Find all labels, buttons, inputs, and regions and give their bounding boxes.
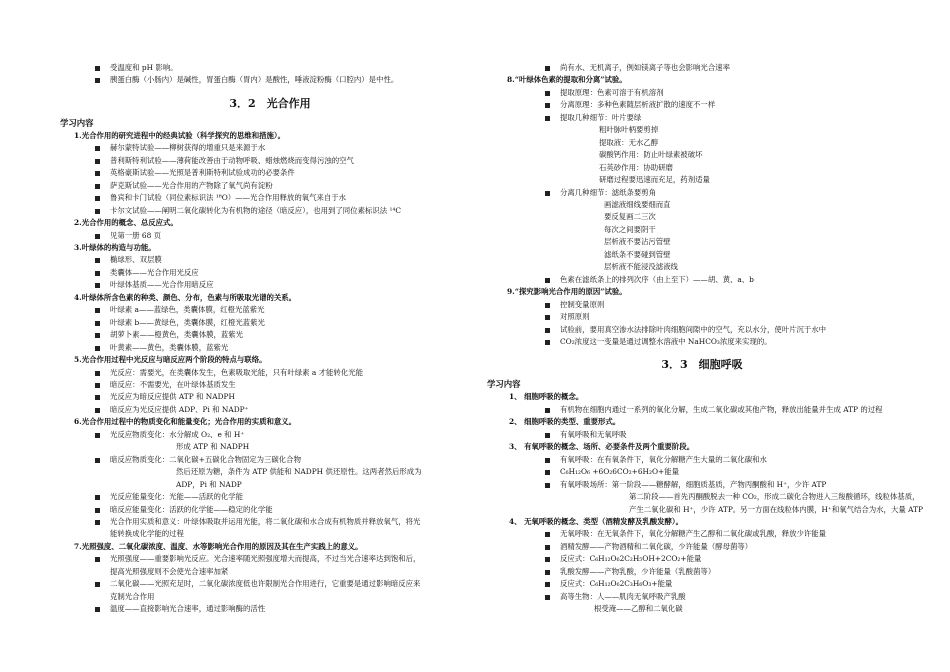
bullet-item: 分离几种细节：滤纸条要剪角	[497, 187, 907, 199]
bullet-item: 控制变量原则	[497, 299, 907, 311]
bullet-item: 赫尔蒙特试验——柳树获得的增重只是来源于水	[60, 142, 480, 154]
numbered-heading: 1.光合作用的研究进程中的经典试验（科学探究的思维和措施）。	[74, 130, 285, 140]
bullet-item: 叶绿素 a——蓝绿色，类囊体膜，红橙光蓝紫光	[60, 304, 480, 316]
bullet-item: 鲁宾和卡门试验（同位素标识法 ¹⁸O）——光合作用释放的氧气来自于水	[60, 192, 480, 204]
continuation-line: 画滤液细线要细而直	[604, 199, 671, 209]
continuation-line: 石英砂作用：协助研磨	[599, 162, 673, 172]
section-title: 3．3 细胞呼吸	[661, 358, 743, 372]
numbered-heading: 8.“叶绿体色素的提取和分离”试验。	[507, 75, 627, 85]
bullet-item: 色素在滤纸条上的排列次序（由上至下）——胡、黄、a、b	[497, 274, 907, 286]
continuation-line: 产生二氧化碳和 H⁺，少许 ATP。另一方面在线粒体内膜，H⁺和氧气结合为水，大量 ATP	[629, 504, 923, 514]
bullet-item: 温度——直接影响光合速率，通过影响酶的活性	[60, 603, 480, 615]
numbered-heading: 5.光合作用过程中光反应与暗反应两个阶段的特点与联络。	[74, 355, 267, 365]
bullet-item: 叶绿素 b——黄绿色，类囊体膜，红橙光蓝紫光	[60, 317, 480, 329]
bullet-item: 椭球形、双层膜	[60, 254, 480, 266]
bullet-item: 尚有水、无机离子，例如镁离子等也会影响光合速率	[497, 62, 907, 74]
right-column	[487, 62, 923, 616]
continuation-line: 提取液：无水乙醇	[599, 137, 659, 147]
bullet-item: 萨克斯试验——光合作用的产物除了氧气尚有淀粉	[60, 180, 480, 192]
continuation-line: 研磨过程要迅速而充足，药剂适量	[599, 175, 710, 185]
bullet-item: 暗反应为光反应提供 ADP、Pi 和 NADP⁺	[60, 404, 480, 416]
bullet-item: 暗反应：不需要光，在叶绿体基质发生	[60, 379, 480, 391]
continuation-line: 层析液不能浸没滤液线	[604, 262, 678, 272]
continuation-line: 根受淹——乙醇和二氧化碳	[594, 604, 683, 614]
bullet-item: 叶黄素——黄色，类囊体膜，蓝紫光	[60, 342, 480, 354]
bullet-item: 见第一册 68 页	[60, 230, 480, 242]
bullet-item: 卡尔文试验——阐明二氧化碳转化为有机物的途径（暗反应），也用到了同位素标识法 ¹⁴C	[60, 205, 480, 217]
bullet-item: C₆H₁₂O₆ +6O₂6CO₂+6H₂O+能量	[497, 466, 907, 478]
bullet-item: 试验前，要用真空渗水法排除叶肉细胞间隙中的空气，充以水分，使叶片沉于水中	[497, 324, 907, 336]
bullet-item: 反应式：C₆H₁₂O₆2C₃H₆O₃+能量	[497, 578, 907, 590]
continuation-line: 粗叶脉叶柄要剪掉	[599, 125, 659, 135]
bullet-item: 光反应为暗反应提供 ATP 和 NADPH	[60, 391, 480, 403]
section-subheading: 学习内容	[487, 379, 521, 390]
bullet-item: 光照强度——重要影响光反应。光合速率随光照强度增大而提高，不过当光合速率达到饱和后，	[60, 553, 480, 565]
continuation-line: 然后还原为糖，条件为 ATP 供能和 NADPH 供还原性。这两者然后形成为	[176, 467, 422, 477]
bullet-item: 叶绿体基质——光合作用暗反应	[60, 279, 480, 291]
continuation-line: 提高光照强度则不会使光合速率加紧	[110, 566, 229, 576]
left-column	[60, 62, 480, 616]
bullet-item: 普利斯特利试验——薄荷能改善由于动物呼吸、蜡烛燃烧而变得污浊的空气	[60, 155, 480, 167]
bullet-item: 有氧呼吸和无氧呼吸	[497, 429, 907, 441]
bullet-item: 胡萝卜素——橙黄色，类囊体膜，蓝紫光	[60, 329, 480, 341]
bullet-item: 提取原理：色素可溶于有机溶剂	[497, 87, 907, 99]
continuation-line: 要反复画二三次	[604, 212, 656, 222]
bullet-item: 受温度和 pH 影响。	[60, 62, 480, 74]
numbered-heading: 3.叶绿体的构造与功能。	[74, 242, 156, 252]
continuation-line: 能转换成化学能的过程	[110, 529, 184, 539]
bullet-item: 反应式：C₆H₁₂O₆2C₂H₅OH+2CO₂+能量	[497, 553, 907, 565]
continuation-line: ADP，Pi 和 NADP	[176, 479, 242, 489]
numbered-heading: 2.光合作用的概念、总反应式。	[74, 218, 178, 228]
numbered-heading: 4、 无氧呼吸的概念、类型（酒精发酵及乳酸发酵）。	[509, 516, 684, 526]
bullet-item: CO₂浓度这一变量是通过调整水溶液中 NaHCO₃浓度来实现的。	[497, 336, 907, 348]
continuation-line: 碳酸钙作用：防止叶绿素被破坏	[599, 150, 703, 160]
continuation-line: 形成 ATP 和 NADPH	[176, 442, 250, 452]
numbered-heading: 4.叶绿体所含色素的种类、颜色、分布，色素与所吸取光谱的关系。	[74, 292, 297, 302]
bullet-item: 分离原理：多种色素随层析液扩散的速度不一样	[497, 99, 907, 111]
bullet-item: 高等生物：人——肌肉无氧呼吸产乳酸	[497, 591, 907, 603]
bullet-item: 对照原则	[497, 311, 907, 323]
bullet-item: 类囊体——光合作用光反应	[60, 267, 480, 279]
continuation-line: 滤纸条不要碰到管壁	[604, 249, 671, 259]
section-subheading: 学习内容	[60, 117, 94, 128]
continuation-line: 克制光合作用	[110, 591, 155, 601]
bullet-item: 暗反应能量变化：活跃的化学能——稳定的化学能	[60, 504, 480, 516]
bullet-item: 提取几种细节：叶片要绿	[497, 112, 907, 124]
bullet-item: 英格豪斯试验——光照是普利斯特利试验成功的必要条件	[60, 167, 480, 179]
bullet-item: 有氧呼吸场所：第一阶段——糖酵解，细胞质基质，产物丙酮酸和 H⁺，少许 ATP	[497, 479, 907, 491]
bullet-item: 光反应能量变化：光能——活跃的化学能	[60, 491, 480, 503]
bullet-item: 暗反应物质变化：二氧化碳+五碳化合物固定为三碳化合物	[60, 454, 480, 466]
continuation-line: 每次之间要阴干	[604, 224, 656, 234]
bullet-item: 乳酸发酵——产物乳酸，少许能量（乳酸菌等）	[497, 566, 907, 578]
section-title: 3．2 光合作用	[229, 96, 311, 110]
bullet-item: 二氧化碳——光照充足时，二氧化碳浓度低也许限制光合作用进行，它重要是通过影响暗反应来	[60, 578, 480, 590]
bullet-item: 光反应：需要光，在类囊体发生，色素吸取光能，只有叶绿素 a 才能转化光能	[60, 367, 480, 379]
bullet-item: 无氧呼吸：在无氧条件下，氧化分解糖产生乙醇和二氧化碳或乳酸，释放少许能量	[497, 528, 907, 540]
numbered-heading: 1、 细胞呼吸的概念。	[509, 392, 584, 402]
bullet-item: 胰蛋白酶（小肠内）是碱性，胃蛋白酶（胃内）是酸性，唾液淀粉酶（口腔内）是中性。	[60, 74, 480, 86]
bullet-item: 有氧呼吸：在有氧条件下，氧化分解糖产生大量的二氧化碳和水	[497, 454, 907, 466]
numbered-heading: 7.光照强度、二氧化碳浓度、温度、水等影响光合作用的原因及其在生产实践上的意义。	[74, 541, 363, 551]
bullet-item: 有机物在细胞内通过一系列的氧化分解，生成二氧化碳或其他产物，释放出能量并生成 ATP 的过程	[497, 404, 907, 416]
numbered-heading: 2、 细胞呼吸的类型、重要形式。	[509, 417, 621, 427]
numbered-heading: 3、 有氧呼吸的概念、场所、必要条件及两个重要阶段。	[509, 442, 695, 452]
continuation-line: 层析液不要沾污管壁	[604, 237, 671, 247]
bullet-item: 酒精发酵——产物酒精和二氧化碳，少许能量（酵母菌等）	[497, 541, 907, 553]
numbered-heading: 9.“探究影响光合作用的原因”试验。	[507, 287, 627, 297]
continuation-line: 第二阶段——首先丙酮酸脱去一种 CO₂，形成二碳化合物进入三羧酸循环，线粒体基质，	[629, 492, 920, 502]
bullet-item: 光反应物质变化：水分解成 O₂、e 和 H⁺	[60, 429, 480, 441]
numbered-heading: 6.光合作用过程中的物质变化和能量变化；光合作用的实质和意义。	[74, 417, 297, 427]
bullet-item: 光合作用实质和意义：叶绿体吸取并运用光能，将二氧化碳和水合成有机物质并释放氧气，将光	[60, 516, 480, 528]
